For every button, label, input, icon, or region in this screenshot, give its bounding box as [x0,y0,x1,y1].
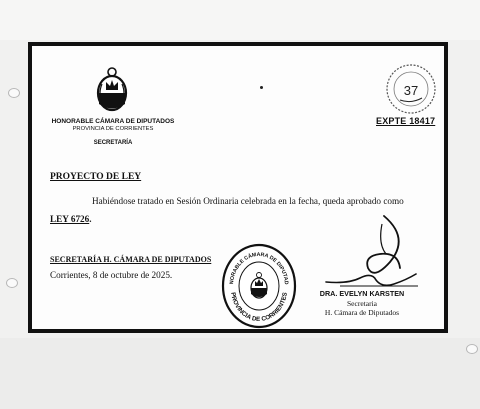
punch-hole [6,278,18,288]
signatory-role: Secretaria [347,299,377,308]
received-stamp [384,62,438,116]
ink-dot [260,86,263,89]
stamp-number: 37 [403,83,419,98]
handwritten-signature [320,214,420,292]
seal-text-bottom: PROVINCIA DE CORRIENTES [229,291,289,324]
official-seal-icon [221,243,297,329]
secretariat-label: SECRETARÍA H. CÁMARA DE DIPUTADOS [50,255,212,264]
institution-name: HONORABLE CÁMARA DE DIPUTADOS [51,118,175,125]
law-reference-suffix: . [89,214,92,224]
document-title: PROYECTO DE LEY [50,172,142,182]
office-name: SECRETARÍA [93,140,133,146]
punch-hole [8,88,20,98]
crest-icon [94,66,130,116]
signatory-name: DRA. EVELYN KARSTEN [319,289,405,298]
body-paragraph: Habiéndose tratado en Sesión Ordinaria celebrada en la fecha, queda aprobado como [92,196,404,206]
document-card [28,42,448,333]
background-paper-bottom [0,338,480,409]
law-reference: LEY 6726 [50,214,90,224]
punch-hole [466,344,478,354]
expediente-number: EXPTE 18417 [376,116,436,126]
seal-text-top: NORABLE CÁMARA DE DIPUTAD [229,251,290,285]
background-paper-top [0,0,480,40]
province-name: PROVINCIA DE CORRIENTES [72,126,154,132]
signatory-organization: H. Cámara de Diputados [324,308,400,317]
place-date: Corrientes, 8 de octubre de 2025. [50,270,173,280]
law-reference-line [50,214,92,224]
